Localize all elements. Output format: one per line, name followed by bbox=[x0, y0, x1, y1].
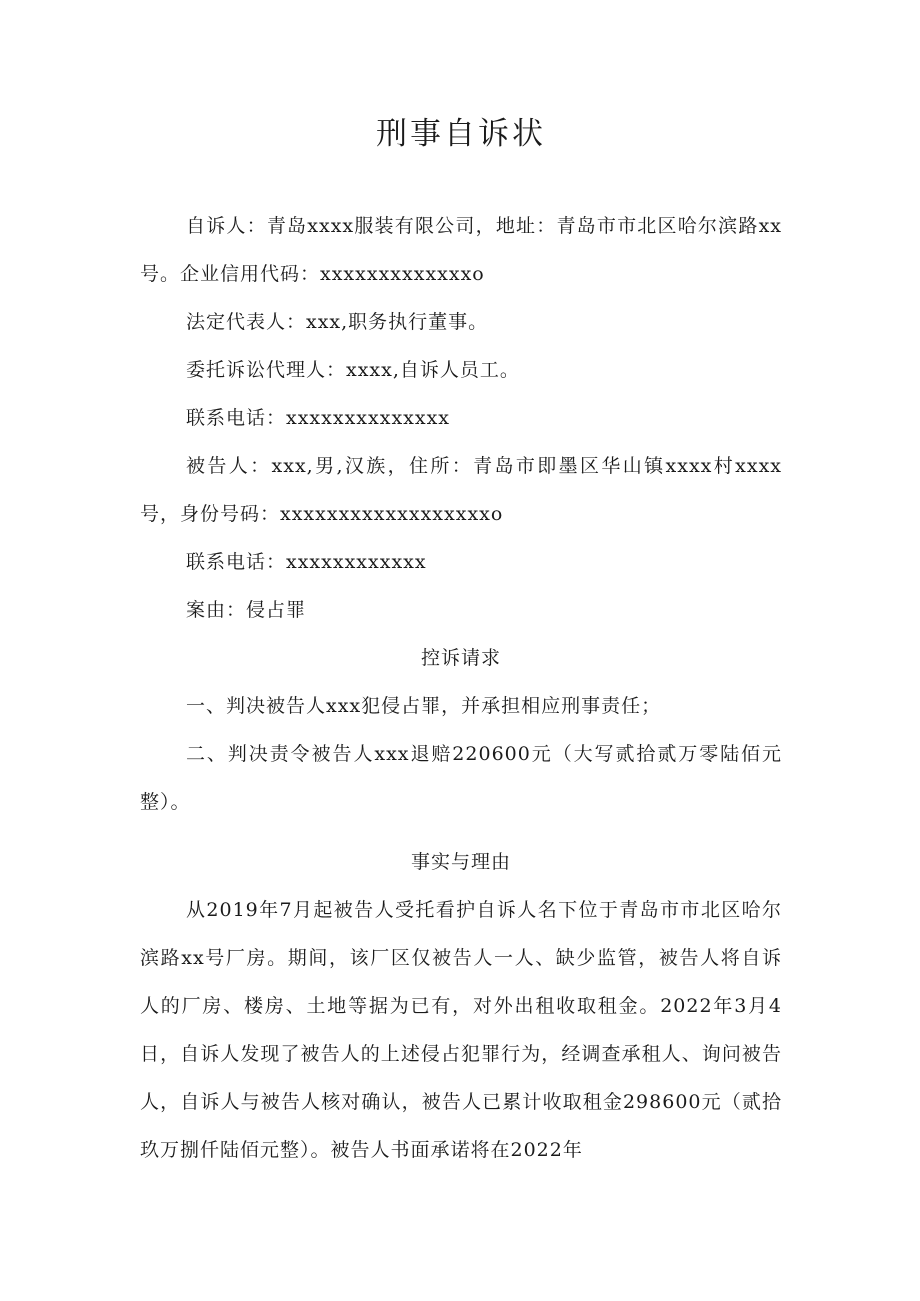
claim-item-2: 二、判决责令被告人xxx退赔220600元（大写贰拾贰万零陆佰元整）。 bbox=[140, 743, 782, 813]
facts-heading: 事实与理由 bbox=[410, 851, 511, 873]
claims-heading: 控诉请求 bbox=[420, 647, 501, 669]
defendant-phone-paragraph: 联系电话：xxxxxxxxxxxx bbox=[186, 551, 427, 573]
agent-paragraph: 委托诉讼代理人：xxxx,自诉人员工。 bbox=[186, 359, 520, 381]
document-body bbox=[140, 202, 782, 1174]
plaintiff-phone-paragraph: 联系电话：xxxxxxxxxxxxxx bbox=[186, 407, 451, 429]
cause-paragraph: 案由：侵占罪 bbox=[186, 599, 307, 621]
defendant-paragraph: 被告人：xxx,男,汉族，住所：青岛市即墨区华山镇xxxx村xxxx号，身份号码：xxxxxxxxxxxxxxxxxxo bbox=[140, 455, 782, 525]
claim-item-1: 一、判决被告人xxx犯侵占罪，并承担相应刑事责任； bbox=[186, 695, 662, 717]
facts-paragraph: 从2019年7月起被告人受托看护自诉人名下位于青岛市市北区哈尔滨路xx号厂房。期间，该厂区仅被告人一人、缺少监管，被告人将自诉人的厂房、楼房、土地等据为已有，对外出租收取租金。2022年3月4日，自诉人发现了被告人的上述侵占犯罪行为，经调查承租人、询问被告人，自诉人与被告人核对确认，被告人已累计收取租金298600元（贰拾玖万捌仟陆佰元整）。被告人书面承诺将在2022年 bbox=[140, 899, 782, 1161]
legal-representative-paragraph: 法定代表人：xxx,职务执行董事。 bbox=[186, 311, 489, 333]
document-title: 刑事自诉状 bbox=[376, 116, 546, 152]
plaintiff-paragraph: 自诉人：青岛xxxx服装有限公司，地址：青岛市市北区哈尔滨路xx号。企业信用代码：xxxxxxxxxxxxxo bbox=[140, 215, 782, 285]
